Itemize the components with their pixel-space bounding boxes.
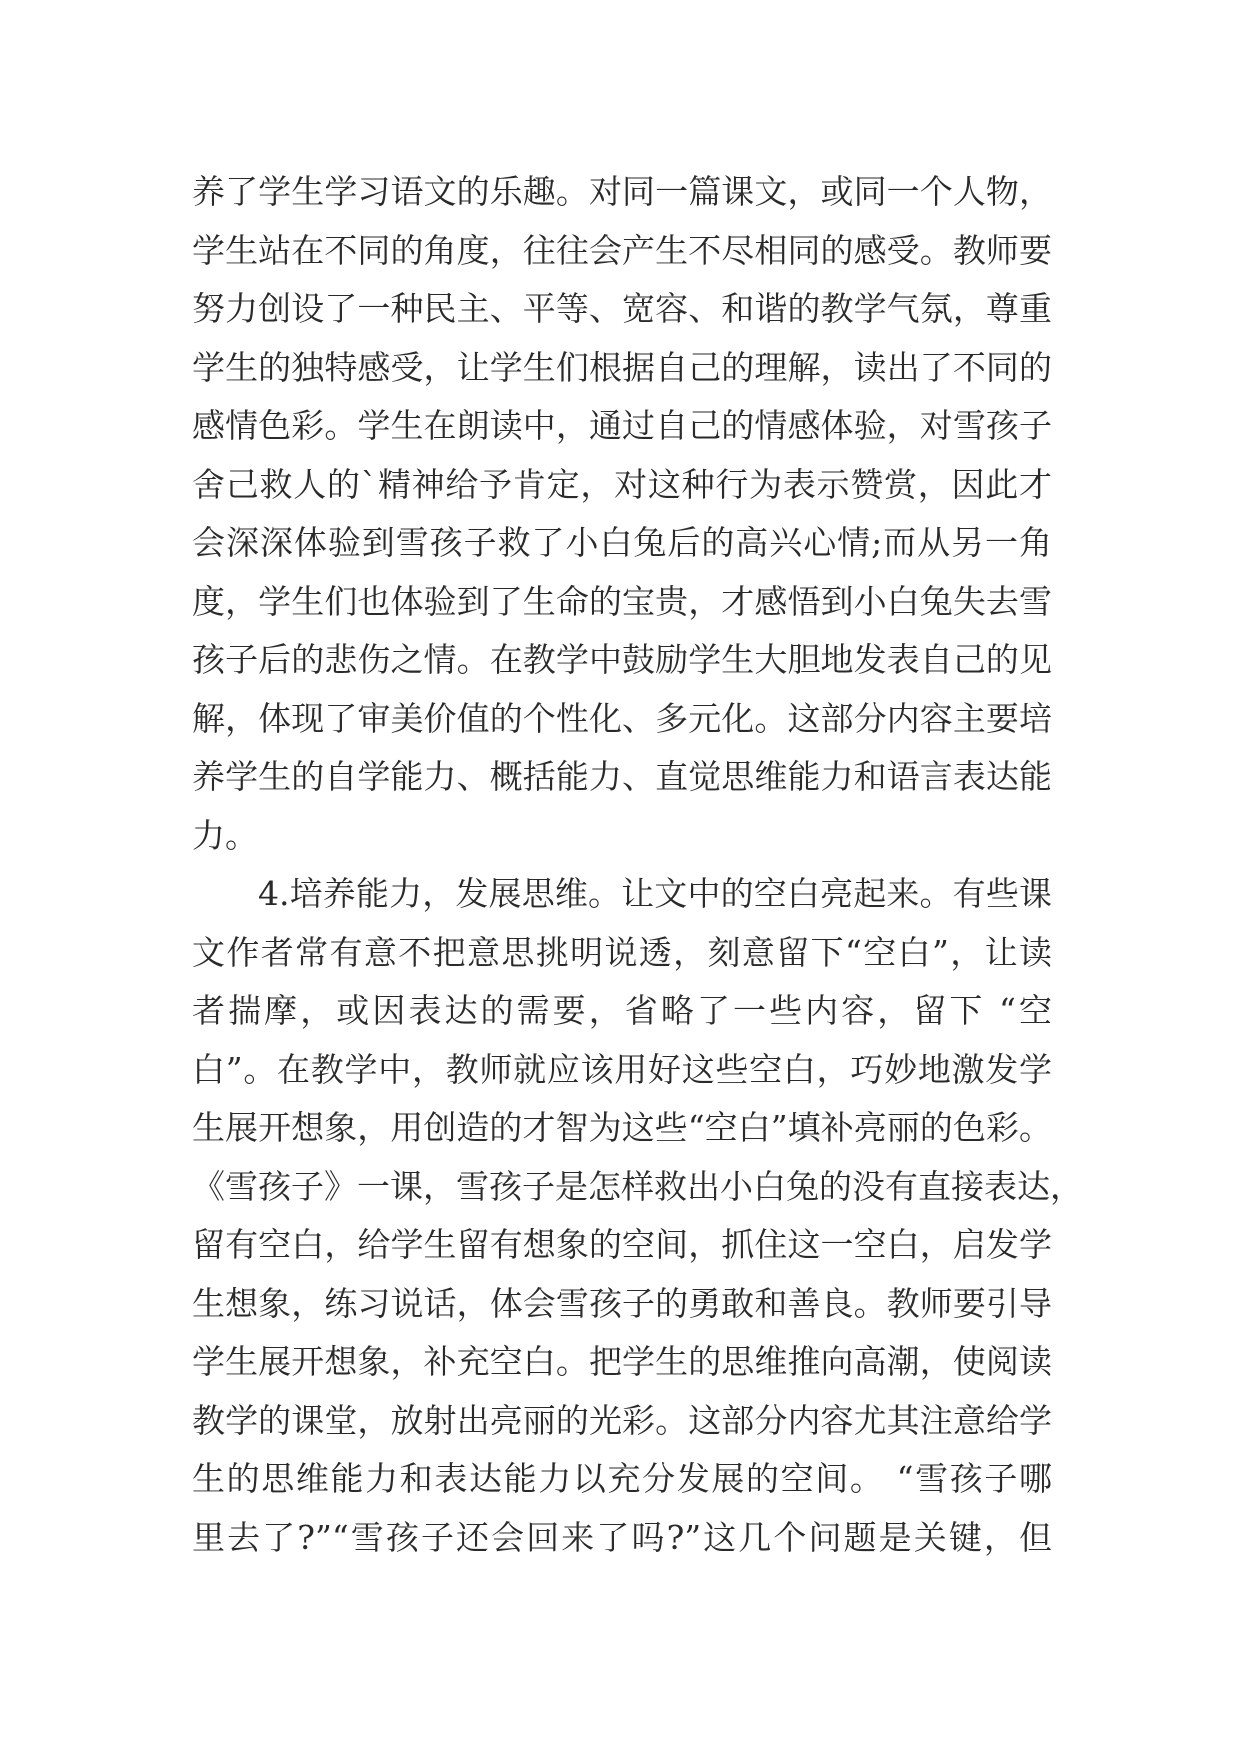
text-line: 会深深体验到雪孩子救了小白兔后的高兴心情;而从另一角 [192,523,1052,562]
text-line: 里去了?”“雪孩子还会回来了吗?”这几个问题是关键，但 [192,1517,1052,1557]
text-line: 文作者常有意不把意思挑明说透，刻意留下“空白”，让读 [192,932,1052,972]
text-line: 学生的独特感受，让学生们根据自己的理解，读出了不同的 [192,347,1052,387]
text-line: 力。 [192,815,258,855]
text-line: 养了学生学习语文的乐趣。对同一篇课文，或同一个人物， [192,172,1052,211]
text-line: 孩子后的悲伤之情。在教学中鼓励学生大胆地发表自己的见 [192,640,1052,679]
text-line: 解，体现了审美价值的个性化、多元化。这部分内容主要培 [192,698,1052,738]
text-line: 生想象，练习说话，体会雪孩子的勇敢和善良。教师要引导 [192,1283,1052,1323]
text-line: 努力创设了一种民主、平等、宽容、和谐的教学气氛，尊重 [192,289,1052,328]
text-line: 生的思维能力和表达能力以充分发展的空间。 “雪孩子哪 [192,1459,1052,1498]
text-line: 生展开想象，用创造的才智为这些“空白”填补亮丽的色彩。 [192,1108,1052,1147]
text-line: 留有空白，给学生留有想象的空间，抓住这一空白，启发学 [192,1225,1052,1264]
text-line: 教学的课堂，放射出亮丽的光彩。这部分内容尤其注意给学 [192,1400,1052,1440]
text-line: 感情色彩。学生在朗读中，通过自己的情感体验，对雪孩子 [192,406,1052,445]
text-line: 者揣摩，或因表达的需要，省略了一些内容，留下 “空 [192,991,1052,1030]
text-line: 学生站在不同的角度，往往会产生不尽相同的感受。教师要 [192,230,1052,270]
text-line: 白”。在教学中，教师就应该用好这些空白，巧妙地激发学 [192,1049,1052,1089]
text-line: 4.培养能力，发展思维。让文中的空白亮起来。有些课 [258,874,1052,913]
text-line: 学生展开想象，补充空白。把学生的思维推向高潮，使阅读 [192,1342,1052,1381]
paragraph-1 [192,163,1052,865]
text-line: 舍己救人的`精神给予肯定，对这种行为表示赞赏，因此才 [192,464,1052,504]
paragraph-2 [192,865,1083,1567]
text-line: 度，学生们也体验到了生命的宝贵，才感悟到小白兔失去雪 [192,581,1052,621]
text-line: 养学生的自学能力、概括能力、直觉思维能力和语言表达能 [192,757,1052,796]
text-line: 《雪孩子》一课，雪孩子是怎样救出小白兔的没有直接表达， [192,1166,1083,1206]
